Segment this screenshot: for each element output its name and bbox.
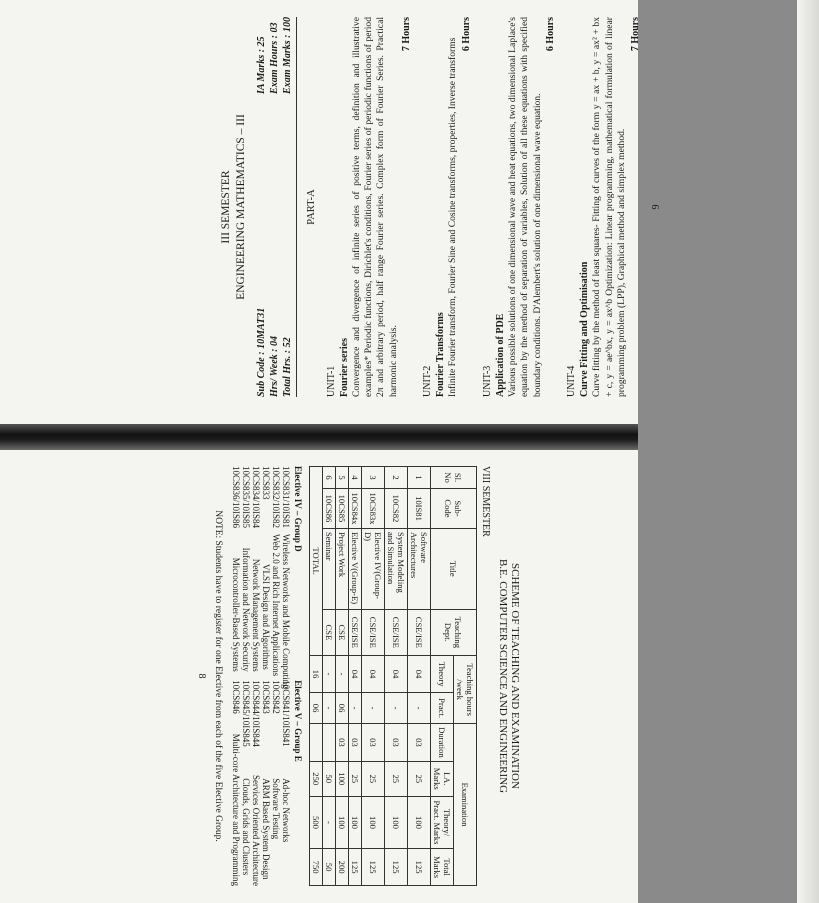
list-item: 10CS835/10IS85 Information and Network Security (241, 466, 251, 672)
table-row: 5 10CS85 Project Work CSE - 06 03 100 100 200 (336, 467, 349, 886)
list-item: 10CS831/10IS81 Wireless Networks and Mobile Computing (281, 466, 291, 689)
table-row: 2 10CS82 System Modeling and Simulation CSE/ISE 04 - 03 25 100 125 (385, 467, 408, 886)
elective-group-d: Elective IV – Group D 10CS831/10IS81 Wireless Networks and Mobile Computing 10CS832/10IS82 Web 2.0 and Rich Internet Applications 10CS833 VLSI Design and Algorithms 10CS834/10IS84 Network Management Systems 10CS835/10IS85 Information and Network Security 10CS836/10IS86 Microcontroller-Based Systems (231, 466, 303, 689)
binding-gutter (0, 424, 638, 450)
table-row: 4 10CS84x Elective V(Group-E) CSE/ISE 04 - 03 25 100 125 (349, 467, 362, 886)
note: NOTE: Students have to register for one Elective from each of the five Elective Group. (213, 510, 223, 842)
list-item: 10CS832/10IS82 Web 2.0 and Rich Internet Applications (271, 466, 281, 677)
page-number: 8 (196, 673, 207, 679)
unit-block: UNIT-2 Fourier Transforms Infinite Fourier transform, Fourier Sine and Cosine transforms, properties, Inverse transforms 6 Hours (422, 17, 472, 397)
subject-meta (255, 17, 297, 397)
list-item: 10CS841/10IS841 Ad-hoc Networks (281, 680, 291, 843)
subject-title: ENGINEERING MATHEMATICS – III (234, 114, 247, 300)
meta-row-3b: Exam Marks : 100 (281, 17, 293, 94)
unit-block: UNIT-3 Application of PDE Various possible solutions of one dimensional wave and heat equations, two dimensional Laplace's equation by the method of separation of variables, Solution of all these equations with specified boundary conditions. D'Alembert's solution of one dimensional wave equation. 6 Hours (481, 17, 557, 397)
table-row: 6 10CS86 Seminar CSE - - 50 - 50 (323, 467, 336, 886)
meta-row-3: Total Hrs. : 52 (281, 337, 293, 397)
list-item: 10CS833 VLSI Design and Algorithms (261, 466, 271, 670)
semester-heading: VIII SEMESTER (480, 466, 491, 537)
list-item: 10CS836/10IS86 Microcontroller-Based Systems (231, 466, 241, 672)
scheme-page (0, 466, 521, 886)
list-item: 10CS846 Multi-core Architecture and Programming (231, 680, 241, 886)
table-row: 3 10CS83x Elective IV(Group-D) CSE/ISE 04 - 03 25 100 125 (362, 467, 385, 886)
unit-block: UNIT-1 Fourier series Convergence and divergence of infinite series of positive terms, definition and illustrative examples* Periodic functions, Dirichlet's conditions, Fourier series of periodic functions of period 2π and arbitrary period, half range Fourier series. Complex form of Fourier Series. Practical harmonic analysis. 7 Hours (325, 17, 413, 397)
scheme-table: Sl. No Sub-Code Title Teaching Dept. Teaching hours /week Examination Theory Pract. Duration I.A. Marks Theory/ Pract. Marks Total Marks 1 10IS81 Software Architectures CSE/ISE 04 - 03 25 100 125 2 10CS82 System Modeling and Simulation CSE/ISE 04 - 03 25 100 125 3 10CS83x Elective IV(Group-D) CSE/ISE 04 - 03 25 100 125 4 10CS84x Elective V(Group-E) CSE/ISE 04 - 03 25 100 125 5 10CS85 Project Work CSE - 06 03 100 100 200 6 10CS86 Seminar CSE - - 50 - 50 TOTAL 16 06 250 500 750 (309, 466, 477, 886)
list-item: 10CS842 Software Testing (271, 680, 281, 840)
total-row: TOTAL 16 06 250 500 750 (310, 467, 323, 886)
electives (231, 466, 303, 886)
page-number: 9 (650, 204, 662, 210)
meta-row-2: Hrs/ Week : 04 (268, 335, 280, 397)
table-row: 1 10IS81 Software Architectures CSE/ISE 04 - 03 25 100 125 (408, 467, 431, 886)
meta-row-1b: IA Marks : 25 (255, 36, 267, 94)
meta-row-2b: Exam Hours : 03 (268, 22, 280, 94)
list-item: 10CS843 ARM Based System Design (261, 680, 271, 880)
elective-group-e: Elective V – Group E 10CS841/10IS841 Ad-hoc Networks 10CS842 Software Testing 10CS843 ARM Based System Design 10CS844/10IS844 Services Oriented Architecture 10CS845/10IS845 Clouds, Grids and Clusters 10CS846 Multi-core Architecture and Programming (231, 680, 303, 886)
list-item: 10CS844/10IS844 Services Oriented Architecture (251, 680, 261, 886)
syllabus-page (219, 17, 819, 397)
list-item: 10CS845/10IS845 Clouds, Grids and Clusters (241, 680, 251, 876)
scheme-heading: SCHEME OF TEACHING AND EXAMINATION (509, 563, 521, 789)
unit-block: UNIT-4 Curve Fitting and Optimisation Curve fitting by the method of least squares- Fitting of curves of the form y = ax + b, y = ax² + bx + c, y = ae^bx, y = ax^b Optimization: Linear programming, mathematical formulation of linear programming problem (LPP), Graphical method and simplex method. 7 Hours (566, 17, 641, 397)
branch-heading: B.E. COMPUTER SCIENCE AND ENGINEERING (497, 558, 509, 794)
part-heading: PART-A (305, 189, 317, 225)
meta-row-1: Sub Code : 10MAT31 (255, 307, 267, 397)
list-item: 10CS834/10IS84 Network Management Systems (251, 466, 261, 672)
semester-heading: III SEMESTER (220, 170, 232, 244)
